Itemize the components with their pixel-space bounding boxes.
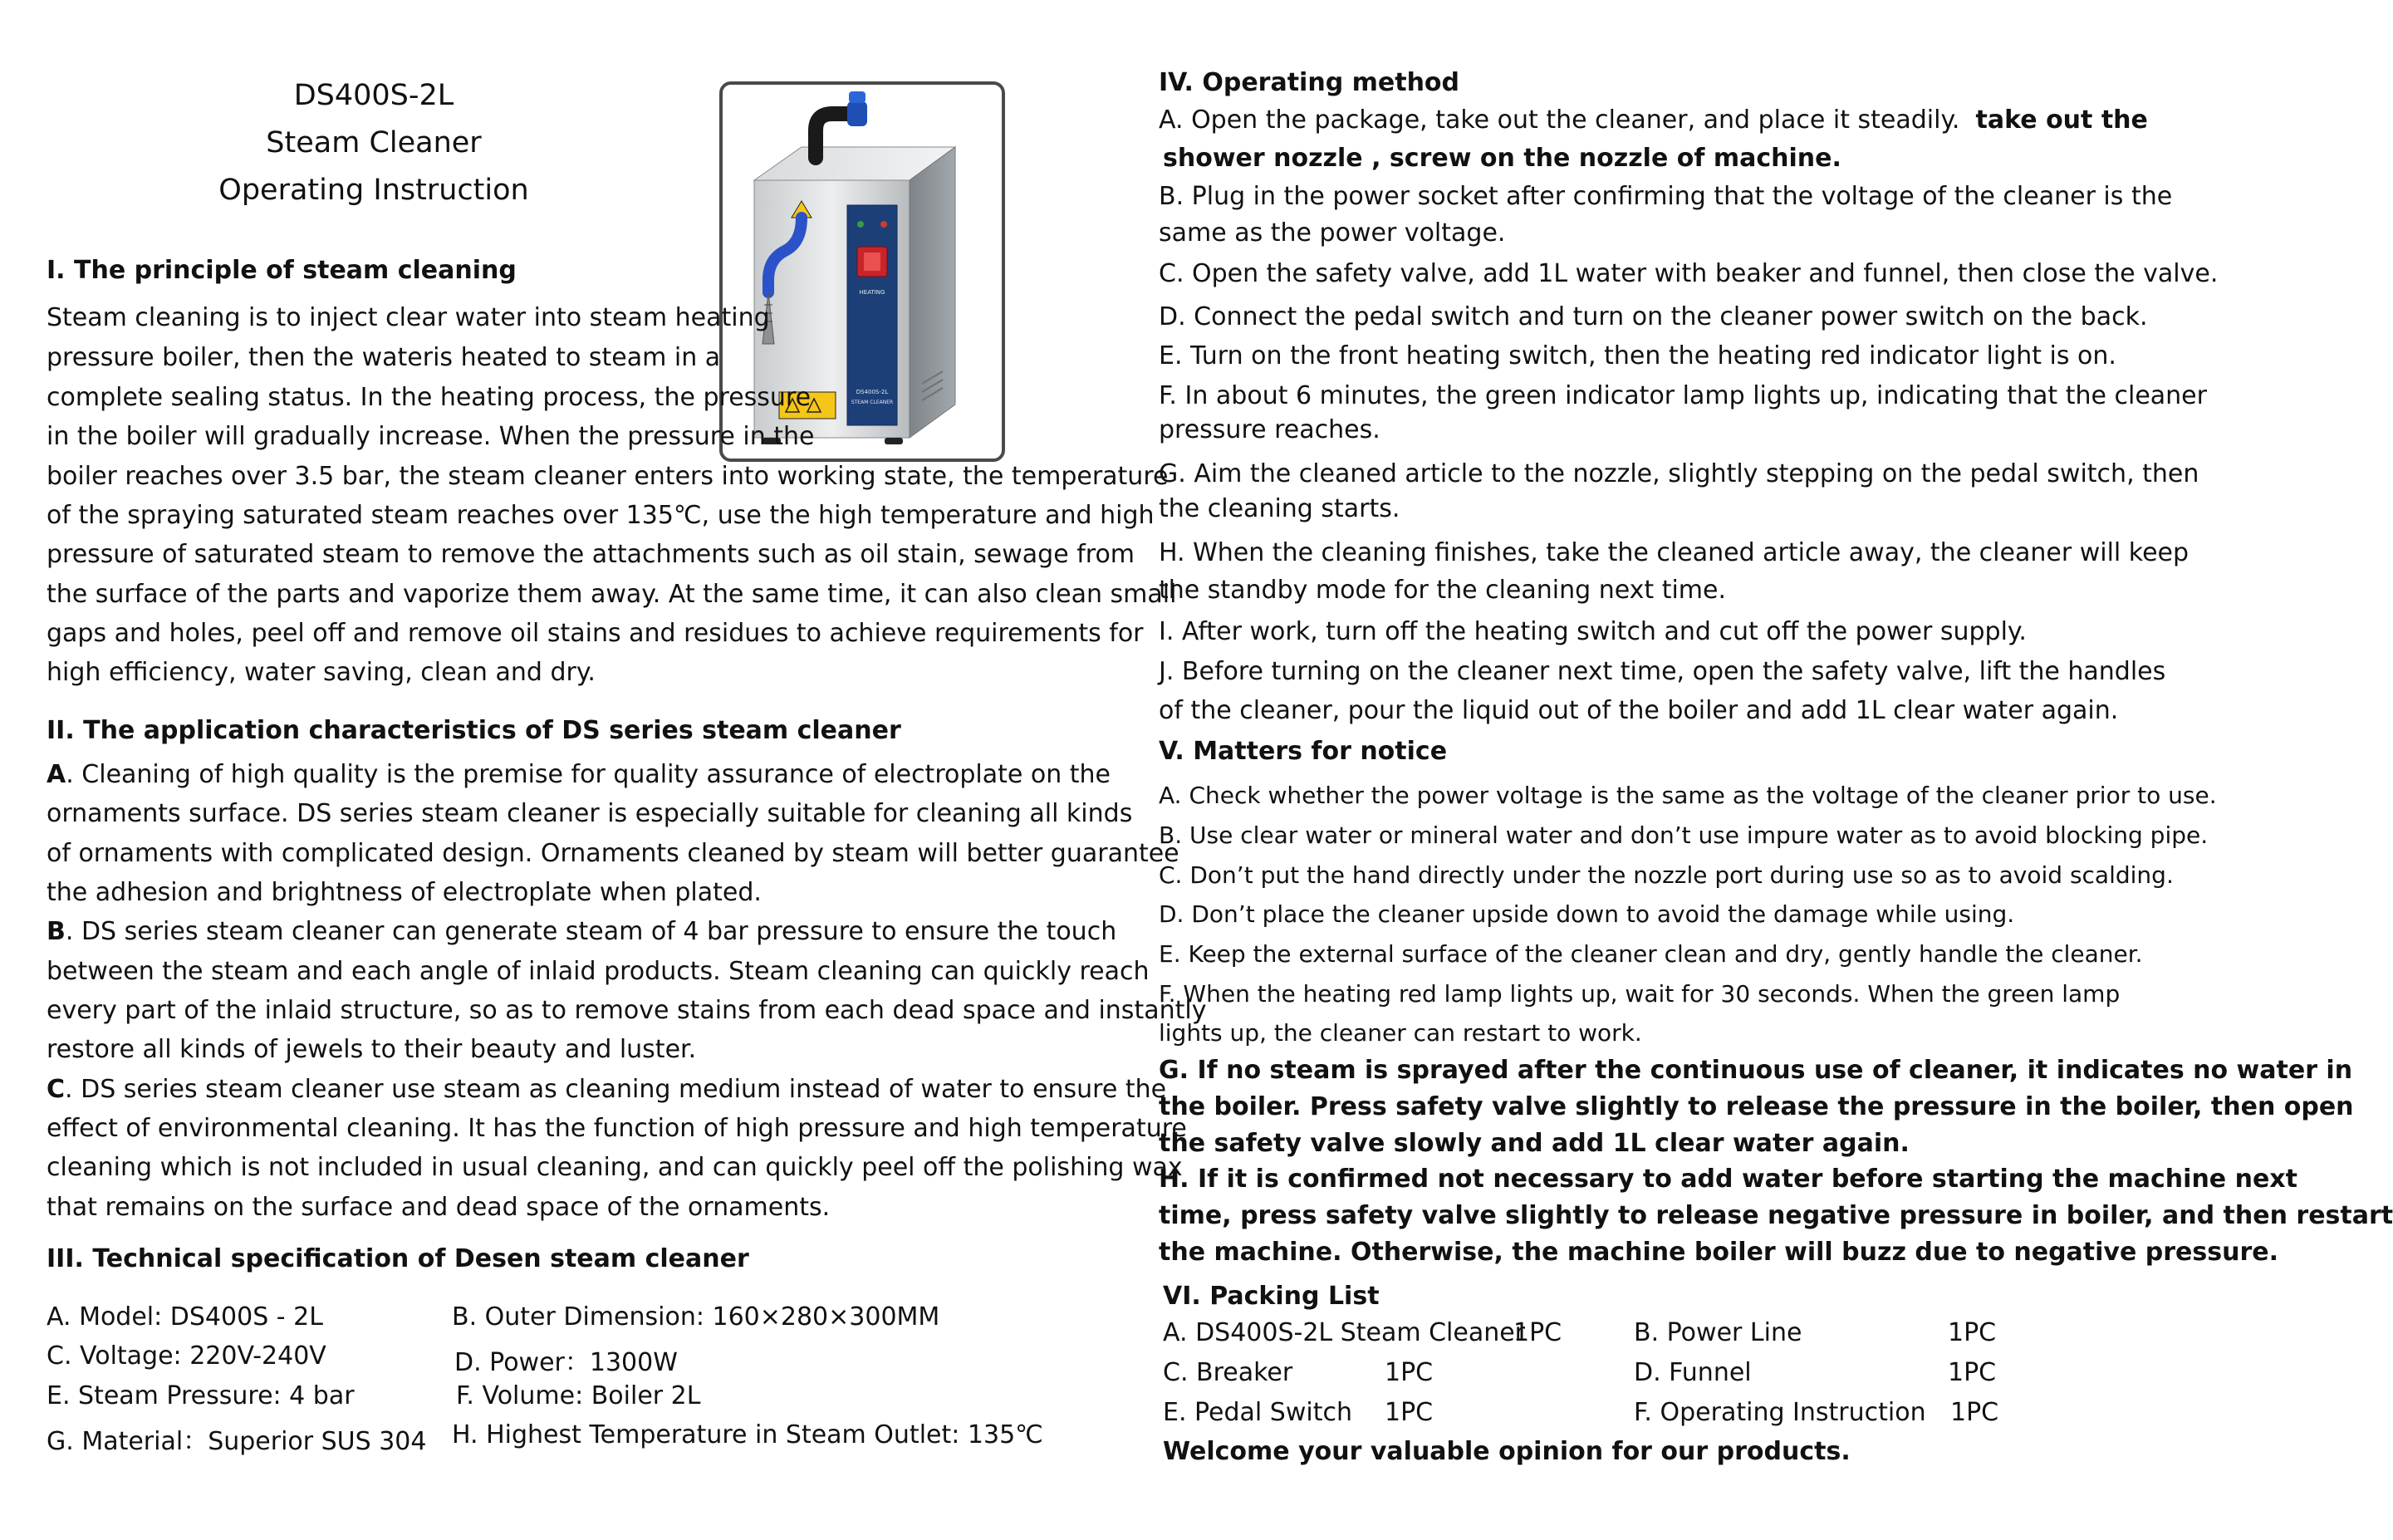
pack-qty-e: 1PC [1385, 1398, 1434, 1427]
s1-line-9: gaps and holes, peel off and remove oil stains and residues to achieve requirements for [47, 619, 1144, 648]
op-c: C. Open the safety valve, add 1L water with beaker and funnel, then close the valve. [1159, 259, 2219, 288]
notice-h-line-3: the machine. Otherwise, the machine boiler will buzz due to negative pressure. [1159, 1238, 2278, 1267]
s1-line-1: Steam cleaning is to inject clear water into steam heating [47, 303, 770, 332]
s1-line-3: complete sealing status. In the heating process, the pressure [47, 383, 812, 412]
s1-line-7: pressure of saturated steam to remove the attachments such as oil stain, sewage from [47, 540, 1135, 569]
s1-line-4: in the boiler will gradually increase. When the pressure in the [47, 422, 815, 451]
op-h-line-1: H. When the cleaning finishes, take the cleaned article away, the cleaner will keep [1159, 538, 2189, 567]
spec-steam-pressure: E. Steam Pressure: 4 bar [47, 1381, 355, 1410]
spec-material: G. Material：Superior SUS 304 [47, 1427, 427, 1456]
op-j-line-2: of the cleaner, pour the liquid out of the boiler and add 1L clear water again. [1159, 696, 2119, 725]
pack-qty-c: 1PC [1385, 1358, 1434, 1387]
pack-item-e: E. Pedal Switch [1163, 1398, 1352, 1427]
s1-line-6: of the spraying saturated steam reaches over 135℃, use the high temperature and high [47, 501, 1155, 530]
spec-model: A. Model: DS400S - 2L [47, 1302, 323, 1332]
s2-a-line-4: the adhesion and brightness of electroplate when plated. [47, 878, 762, 907]
op-b-line-1: B. Plug in the power socket after confirming that the voltage of the cleaner is the [1159, 182, 2173, 211]
op-f-line-1: F. In about 6 minutes, the green indicator lamp lights up, indicating that the cleaner [1159, 381, 2207, 410]
notice-g-line-3: the safety valve slowly and add 1L clear water again. [1159, 1129, 1910, 1158]
pack-item-c: C. Breaker [1163, 1358, 1293, 1387]
op-e: E. Turn on the front heating switch, then the heating red indicator light is on. [1159, 341, 2116, 370]
s2-a-line-3: of ornaments with complicated design. Ornaments cleaned by steam will better guarantee [47, 839, 1179, 868]
pack-item-b: B. Power Line [1634, 1318, 1802, 1347]
section-4-heading: IV. Operating method [1159, 68, 1460, 97]
op-a-line-2: shower nozzle , screw on the nozzle of machine. [1163, 144, 1841, 173]
section-6-heading: VI. Packing List [1163, 1282, 1380, 1311]
s2-a-line-1: A. Cleaning of high quality is the premise for quality assurance of electroplate on the [47, 760, 1111, 789]
section-3-heading: III. Technical specification of Desen steam cleaner [47, 1244, 749, 1273]
op-j-line-1: J. Before turning on the cleaner next time, open the safety valve, lift the handles [1159, 657, 2166, 686]
notice-b: B. Use clear water or mineral water and don’t use impure water as to avoid blocking pipe. [1159, 821, 2209, 849]
s1-line-5: boiler reaches over 3.5 bar, the steam cleaner enters into working state, the temperature [47, 462, 1169, 491]
heating-switch-label: HEATING [859, 289, 885, 296]
pack-qty-d: 1PC [1948, 1358, 1997, 1387]
s1-line-10: high efficiency, water saving, clean and dry. [47, 658, 596, 687]
title-doc: Operating Instruction [218, 174, 529, 207]
notice-c: C. Don’t put the hand directly under the nozzle port during use so as to avoid scalding. [1159, 861, 2174, 889]
s2-a-line-2: ornaments surface. DS series steam cleaner is especially suitable for cleaning all kinds [47, 799, 1133, 828]
op-h-line-2: the standby mode for the cleaning next time. [1159, 576, 1727, 605]
spec-volume: F. Volume: Boiler 2L [456, 1381, 701, 1410]
pack-item-f: F. Operating Instruction [1634, 1398, 1926, 1427]
op-i: I. After work, turn off the heating switch and cut off the power supply. [1159, 617, 2027, 646]
spec-dimension: B. Outer Dimension: 160×280×300MM [452, 1302, 940, 1332]
pack-qty-f: 1PC [1950, 1398, 1999, 1427]
spec-voltage: C. Voltage: 220V-240V [47, 1341, 326, 1371]
title-model: DS400S-2L [293, 79, 454, 112]
op-g-line-2: the cleaning starts. [1159, 494, 1400, 523]
welcome-note: Welcome your valuable opinion for our products. [1163, 1437, 1851, 1466]
s1-line-8: the surface of the parts and vaporize them away. At the same time, it can also clean small [47, 580, 1177, 609]
s2-c-line-2: effect of environmental cleaning. It has the function of high pressure and high temperature [47, 1114, 1187, 1143]
section-2-heading: II. The application characteristics of DS series steam cleaner [47, 716, 901, 745]
s2-c-line-4: that remains on the surface and dead space of the ornaments. [47, 1193, 831, 1222]
pack-item-d: D. Funnel [1634, 1358, 1752, 1387]
notice-g-line-2: the boiler. Press safety valve slightly to release the pressure in the boiler, then open [1159, 1092, 2354, 1121]
op-a-line-1: A. Open the package, take out the cleaner, and place it steadily. take out the [1159, 105, 2148, 135]
s2-c-line-3: cleaning which is not included in usual cleaning, and can quickly peel off the polishing wax [47, 1153, 1183, 1182]
spec-temperature: H. Highest Temperature in Steam Outlet: 135℃ [452, 1420, 1043, 1449]
notice-e: E. Keep the external surface of the cleaner clean and dry, gently handle the cleaner. [1159, 940, 2143, 968]
pack-qty-b: 1PC [1948, 1318, 1997, 1347]
title-product: Steam Cleaner [266, 126, 482, 159]
s2-c-line-1: C. DS series steam cleaner use steam as cleaning medium instead of water to ensure the [47, 1075, 1167, 1104]
section-5-heading: V. Matters for notice [1159, 737, 1448, 766]
notice-d: D. Don’t place the cleaner upside down to avoid the damage while using. [1159, 900, 2015, 928]
panel-model-label: DS400S-2L [856, 389, 889, 395]
notice-f-line-1: F. When the heating red lamp lights up, wait for 30 seconds. When the green lamp [1159, 980, 2121, 1008]
notice-h-line-1: H. If it is confirmed not necessary to add water before starting the machine next [1159, 1165, 2297, 1194]
notice-g-line-1: G. If no steam is sprayed after the continuous use of cleaner, it indicates no water in [1159, 1056, 2353, 1085]
s2-b-line-1: B. DS series steam cleaner can generate steam of 4 bar pressure to ensure the touch [47, 917, 1117, 946]
spec-power: D. Power：1300W [454, 1348, 678, 1377]
pack-qty-a: 1PC [1513, 1318, 1562, 1347]
pack-item-a: A. DS400S-2L Steam Cleaner [1163, 1318, 1526, 1347]
s2-b-line-3: every part of the inlaid structure, so as to remove stains from each dead space and instantly [47, 996, 1207, 1025]
s1-line-2: pressure boiler, then the wateris heated to steam in a [47, 343, 721, 372]
s2-b-line-4: restore all kinds of jewels to their beauty and luster. [47, 1035, 697, 1064]
op-g-line-1: G. Aim the cleaned article to the nozzle, slightly stepping on the pedal switch, then [1159, 459, 2199, 488]
op-f-line-2: pressure reaches. [1159, 415, 1380, 444]
op-d: D. Connect the pedal switch and turn on the cleaner power switch on the back. [1159, 302, 2148, 331]
notice-f-line-2: lights up, the cleaner can restart to work. [1159, 1019, 1642, 1047]
notice-a: A. Check whether the power voltage is the same as the voltage of the cleaner prior to use. [1159, 782, 2217, 809]
notice-h-line-2: time, press safety valve slightly to release negative pressure in boiler, and then restart [1159, 1201, 2393, 1230]
op-b-line-2: same as the power voltage. [1159, 218, 1506, 248]
section-1-heading: I. The principle of steam cleaning [47, 256, 517, 285]
panel-name-label: STEAM CLEANER [851, 400, 894, 405]
s2-b-line-2: between the steam and each angle of inlaid products. Steam cleaning can quickly reach [47, 957, 1150, 986]
